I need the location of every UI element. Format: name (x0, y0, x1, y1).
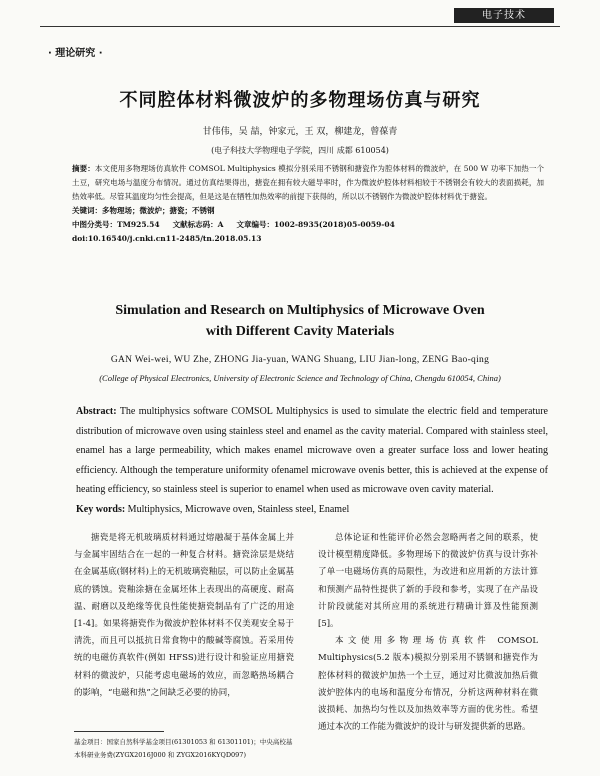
chinese-abstract-label: 摘要： (72, 164, 95, 173)
chinese-authors: 甘伟伟，吴 喆，钟家元，王 双，柳建龙，曾葆青 (202, 127, 398, 137)
chinese-affiliation: (电子科技大学物理电子学院，四川 成都 610054) (211, 146, 389, 155)
chinese-keywords-text: 多物理场；微波炉；搪瓷；不锈钢 (102, 206, 215, 215)
chinese-keywords (72, 204, 544, 218)
section-tag: · 理论研究 · (48, 48, 103, 59)
clc-value: TM925.54 (117, 220, 160, 229)
body-paragraph: 总体论证和性能评价必然会忽略两者之间的联系，使设计模型精度降低。多物理场下的微波炉仿真与设计弥补了单一电磁场仿真的局限性，为改进和应用新的方法计算和预测产品特性提供了新的手段和参考，实现了在产品设计阶段就能对其所应用的系统进行精确计算及性能预测[5]。 (318, 533, 538, 630)
classification-line (72, 218, 544, 232)
doi-line: doi:10.16540/j.cnki.cn11-2485/tn.2018.05.13 (72, 234, 262, 243)
body-paragraph: 本文使用多物理场仿真软件 COMSOL Multiphysics(5.2 版本)模拟分别采用不锈钢和搪瓷作为腔体材料的微波炉加热一个土豆，通过对比微波加热后微波炉腔体内的电场和温度分布情况，分析这两种材料在微波损耗、加热均匀性以及加热效率等方面的优劣性。希望通过本次的工作能为微波炉的设计与研发提供新的思路。 (318, 636, 538, 733)
english-keywords-label: Key words: (76, 504, 126, 515)
chinese-title: 不同腔体材料微波炉的多物理场仿真与研究 (119, 90, 481, 111)
english-title-line-1: Simulation and Research on Multiphysics of Microwave Oven (115, 303, 485, 318)
english-authors: GAN Wei-wei, WU Zhe, ZHONG Jia-yuan, WANG Shuang, LIU Jian-long, ZENG Bao-qing (110, 355, 490, 365)
english-abstract-text: The multiphysics software COMSOL Multiphysics is used to simulate the electric field and temperature distribution of microwave oven using stainless steel and enamel as the cavity material. Compared with stainless steel, enamel has a large permeability, which makes enamel microwave oven a greater surface loss and lower heating efficiency. Although the temperature uniformity ofenamel microwave ovenis better, this is achieved at the expense of heating efficiency, so stainless steel is superior to enamel when used as microwave oven cavity material. (76, 406, 548, 495)
header-divider (40, 26, 560, 27)
english-abstract (76, 402, 548, 500)
chinese-abstract-block (72, 162, 544, 246)
body-paragraph: 搪瓷是将无机玻璃质材料通过熔融凝于基体金属上并与金属牢固结合在一起的一种复合材料。搪瓷涂层是烧结在金属基底(钢材料)上的无机玻璃瓷釉层，可以防止金属基底的锈蚀。瓷釉涂搪在金属坯体上表现出的高硬度、耐高温、耐磨以及绝缘等优良性能使搪瓷制品有了广泛的用途[1-4]。如果将搪瓷作为微波炉腔体材料不仅美观安全易于清洗，而且可以抵抗日常食物中的酸碱等腐蚀。若采用传统的电磁仿真软件(例如 HFSS)进行设计和验证应用搪瓷材料的微波炉，只能考虑电磁场的效应，而忽略热场耦合的影响，“电磁和热”之间缺乏必要的协同， (74, 533, 294, 698)
english-keywords-text: Multiphysics, Microwave oven, Stainless steel, Enamel (127, 504, 350, 515)
english-title (0, 300, 600, 342)
clc-label: 中图分类号： (72, 220, 117, 229)
chinese-keywords-label: 关键词： (72, 206, 102, 215)
english-title-line-2: with Different Cavity Materials (205, 324, 395, 339)
english-affiliation: (College of Physical Electronics, University of Electronic Science and Technology of China, Chengdu 610054, China) (99, 373, 501, 383)
doc-code-value: A (217, 220, 224, 229)
funding-footnote: 基金项目：国家自然科学基金项目(61301053 和 61301101)；中央高校基本科研业务费(ZYGX2016J000 和 ZYGX2016KYQD097) (74, 738, 293, 759)
chinese-abstract (72, 162, 544, 204)
footnote-divider (74, 731, 164, 732)
body-column-right (318, 530, 538, 736)
english-keywords (76, 504, 548, 515)
body-column-left (74, 530, 294, 702)
article-number-label: 文章编号： (236, 220, 275, 229)
doc-code-label: 文献标志码： (172, 220, 218, 229)
journal-header-label: 电子技术 (454, 8, 554, 23)
chinese-abstract-text: 本文使用多物理场仿真软件 COMSOL Multiphysics 模拟分别采用不锈钢和搪瓷作为腔体材料的微波炉，在 500 W 功率下加热一个土豆，研究电场与温度分布情况。通过仿真结果得出，搪瓷在拥有较大磁导率时，作为微波炉腔体材料相较于不锈钢会有较大的表面损耗，加热效率低。尽管其温度均匀性会提高，但是这是在牺牲加热效率的前提下获得的，所以以不锈钢作为微波炉腔体材料优于搪瓷。 (72, 164, 544, 201)
english-abstract-label: Abstract: (76, 406, 117, 417)
article-number-value: 1002-8935(2018)05-0059-04 (274, 220, 395, 229)
